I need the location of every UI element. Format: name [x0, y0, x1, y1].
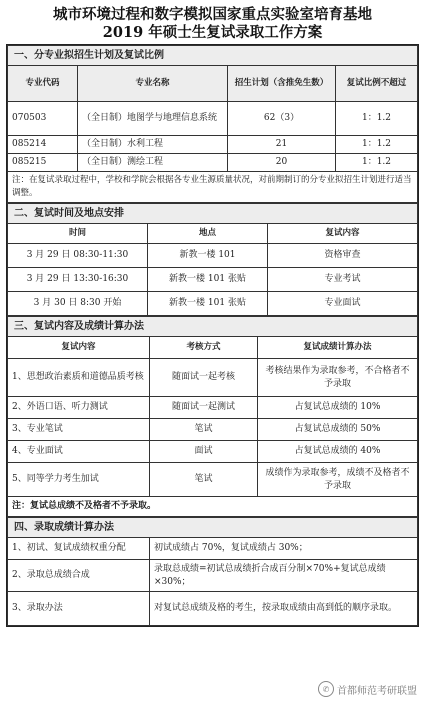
admission-desc: 对复试总成绩及格的考生，按录取成绩由高到低的顺序录取。: [150, 592, 418, 626]
schedule-time: 3 月 29 日 08:30-11:30: [8, 244, 148, 268]
exam-content: 1、思想政治素质和道德品质考核: [8, 359, 150, 397]
schedule-content: 专业考试: [268, 268, 418, 292]
admission-item: 1、初试、复试成绩权重分配: [8, 538, 150, 560]
section3-note: 注：复试总成绩不及格者不予录取。: [8, 497, 418, 517]
major-plan: 21: [228, 136, 336, 154]
score-calc: 占复试总成绩的 50%: [258, 419, 418, 441]
header-content: 复试内容: [268, 224, 418, 244]
exam-content: 5、同等学力考生加试: [8, 463, 150, 497]
header-exam-content: 复试内容: [8, 337, 150, 359]
header-time: 时间: [8, 224, 148, 244]
document-title: [6, 6, 419, 42]
table-row: [8, 560, 418, 592]
score-calc: 考核结果作为录取参考，不合格者不予录取: [258, 359, 418, 397]
exam-content: 3、专业笔试: [8, 419, 150, 441]
schedule-place: 新教一楼 101: [148, 244, 268, 268]
header-plan: 招生计划（含推免生数）: [228, 66, 336, 102]
wechat-icon: ✆: [318, 681, 334, 697]
table-row: [8, 268, 418, 292]
major-name: （全日制）地图学与地理信息系统: [78, 102, 228, 136]
exam-method: 笔试: [150, 463, 258, 497]
table-row: [8, 102, 418, 136]
score-calc: 成绩作为录取参考，成绩不及格者不予录取: [258, 463, 418, 497]
schedule-place: 新教一楼 101 张贴: [148, 292, 268, 316]
score-calc: 占复试总成绩的 10%: [258, 397, 418, 419]
table-row: [8, 397, 418, 419]
major-ratio: 1：1.2: [336, 154, 418, 172]
section3-heading: 三、复试内容及成绩计算办法: [8, 317, 418, 337]
header-exam-method: 考核方式: [150, 337, 258, 359]
schedule-time: 3 月 30 日 8:30 开始: [8, 292, 148, 316]
section1-note: 注：在复试录取过程中，学校和学院会根据各专业生源质量状况，对前期制订的分专业拟招生计划进行适当调整。: [8, 172, 418, 203]
section4-heading: 四、录取成绩计算办法: [8, 518, 418, 538]
section2-heading: 二、复试时间及地点安排: [8, 204, 418, 224]
schedule-content: 专业面试: [268, 292, 418, 316]
table-row: [8, 292, 418, 316]
title-line-1: 城市环境过程和数字模拟国家重点实验室培育基地: [53, 6, 372, 23]
schedule-time: 3 月 29 日 13:30-16:30: [8, 268, 148, 292]
major-code: 085214: [8, 136, 78, 154]
major-code: 085215: [8, 154, 78, 172]
exam-content: 4、专业面试: [8, 441, 150, 463]
major-plan: 20: [228, 154, 336, 172]
exam-method: 笔试: [150, 419, 258, 441]
admission-item: 2、录取总成绩合成: [8, 560, 150, 592]
plan-table-frame: [6, 44, 419, 627]
table-row: [8, 538, 418, 560]
exam-method: 随面试一起考核: [150, 359, 258, 397]
major-plan: 62（3）: [228, 102, 336, 136]
section1-heading: 一、分专业拟招生计划及复试比例: [8, 46, 418, 66]
header-place: 地点: [148, 224, 268, 244]
table-row: [8, 592, 418, 626]
watermark: [318, 681, 417, 697]
major-ratio: 1：1.2: [336, 102, 418, 136]
section1-table: [7, 45, 418, 203]
table-row: [8, 244, 418, 268]
section3-table: [7, 316, 418, 517]
admission-desc: 录取总成绩=初试总成绩折合成百分制×70%+复试总成绩×30%；: [150, 560, 418, 592]
watermark-text: 首都师范考研联盟: [337, 685, 417, 697]
table-row: [8, 136, 418, 154]
table-row: [8, 419, 418, 441]
header-ratio: 复试比例不超过: [336, 66, 418, 102]
header-score-calc: 复试成绩计算办法: [258, 337, 418, 359]
table-row: [8, 441, 418, 463]
major-name: （全日制）测绘工程: [78, 154, 228, 172]
schedule-content: 资格审查: [268, 244, 418, 268]
exam-method: 面试: [150, 441, 258, 463]
table-row: [8, 359, 418, 397]
header-major-name: 专业名称: [78, 66, 228, 102]
admission-desc: 初试成绩占 70%，复试成绩占 30%；: [150, 538, 418, 560]
title-line-2: 2019 年硕士生复试录取工作方案: [102, 24, 323, 41]
major-ratio: 1：1.2: [336, 136, 418, 154]
table-row: [8, 463, 418, 497]
schedule-place: 新教一楼 101 张贴: [148, 268, 268, 292]
exam-content: 2、外语口语、听力测试: [8, 397, 150, 419]
section4-table: [7, 517, 418, 626]
major-name: （全日制）水利工程: [78, 136, 228, 154]
score-calc: 占复试总成绩的 40%: [258, 441, 418, 463]
section2-table: [7, 203, 418, 316]
major-code: 070503: [8, 102, 78, 136]
admission-item: 3、录取办法: [8, 592, 150, 626]
exam-method: 随面试一起测试: [150, 397, 258, 419]
table-row: [8, 154, 418, 172]
header-major-code: 专业代码: [8, 66, 78, 102]
